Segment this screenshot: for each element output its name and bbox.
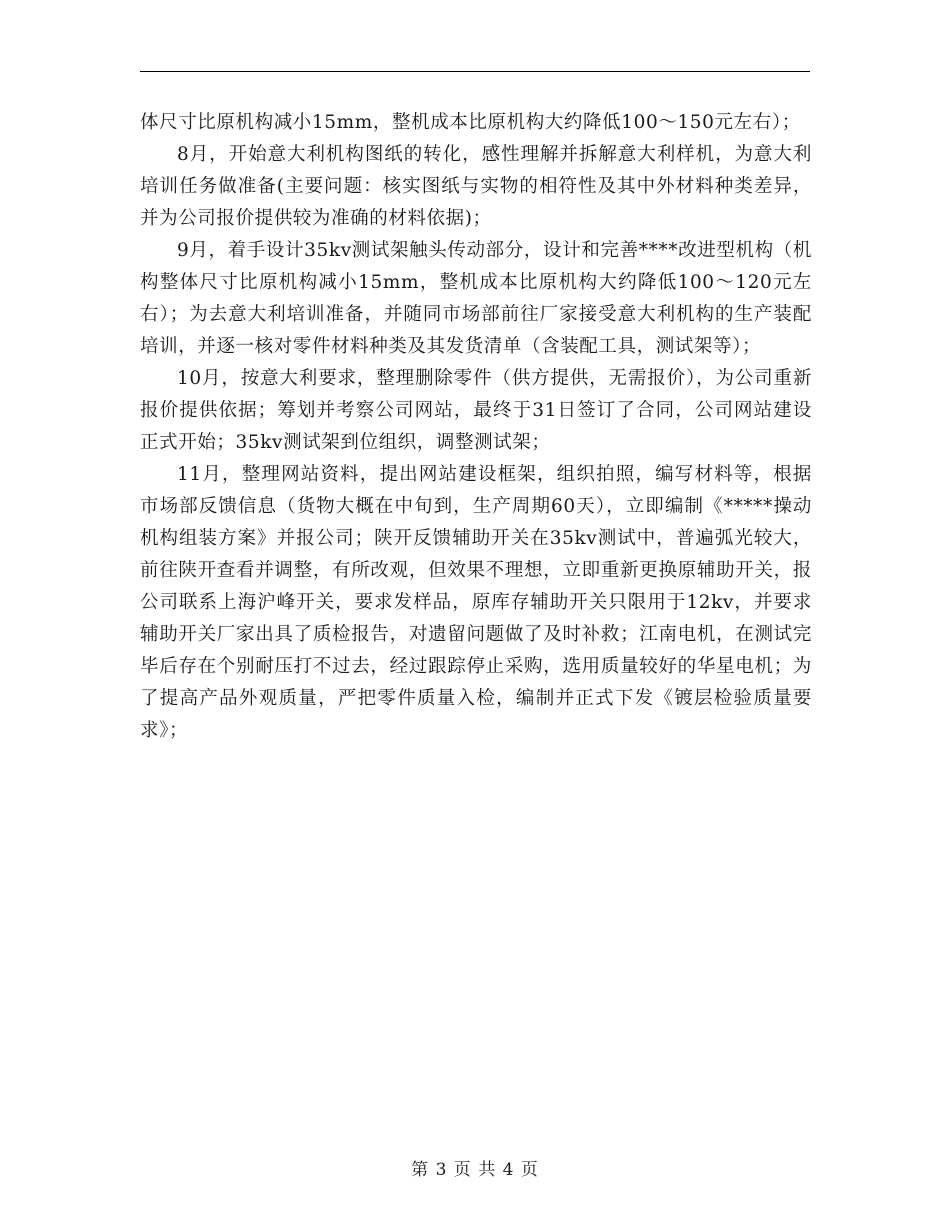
header-rule (140, 71, 810, 72)
paragraph-september: 9月，着手设计35kv测试架触头传动部分，设计和完善****改进型机构（机构整体尺寸比原机构减小15mm，整机成本比原机构大约降低100～120元左右）；为去意大利培训准备，并随同市场部前往厂家接受意大利机构的生产装配培训，并逐一核对零件材料种类及其发货清单（含装配工具，测试架等）； (140, 240, 812, 357)
paragraph-october: 10月，按意大利要求，整理删除零件（供方提供，无需报价），为公司重新报价提供依据；筹划并考察公司网站，最终于31日签订了合同，公司网站建设正式开始；35kv测试架到位组织，调整测试架； (140, 368, 812, 453)
paragraph-continuation: 体尺寸比原机构减小15mm，整机成本比原机构大约降低100～150元左右）； (140, 112, 801, 133)
page-number-footer: 第 3 页 共 4 页 (411, 1160, 539, 1180)
paragraph-november: 11月，整理网站资料，提出网站建设框架，组织拍照，编写材料等，根据市场部反馈信息（货物大概在中旬到，生产周期60天），立即编制《*****操动机构组装方案》并报公司；陕开反馈辅助开关在35kv测试中，普遍弧光较大，前往陕开查看并调整，有所改观，但效果不理想，立即重新更换原辅助开关，报公司联系上海沪峰开关，要求发样品，原库存辅助开关只限用于12kv，并要求辅助开关厂家出具了质检报告，对遗留问题做了及时补救；江南电机，在测试完毕后存在个别耐压打不过去，经过跟踪停止采购，选用质量较好的华星电机；为了提高产品外观质量，严把零件质量入检，编制并正式下发《镀层检验质量要求》； (140, 464, 812, 741)
document-body (140, 107, 812, 747)
paragraph-august: 8月，开始意大利机构图纸的转化，感性理解并拆解意大利样机，为意大利培训任务做准备(主要问题：核实图纸与实物的相符性及其中外材料种类差异，并为公司报价提供较为准确的材料依据)； (140, 144, 812, 229)
